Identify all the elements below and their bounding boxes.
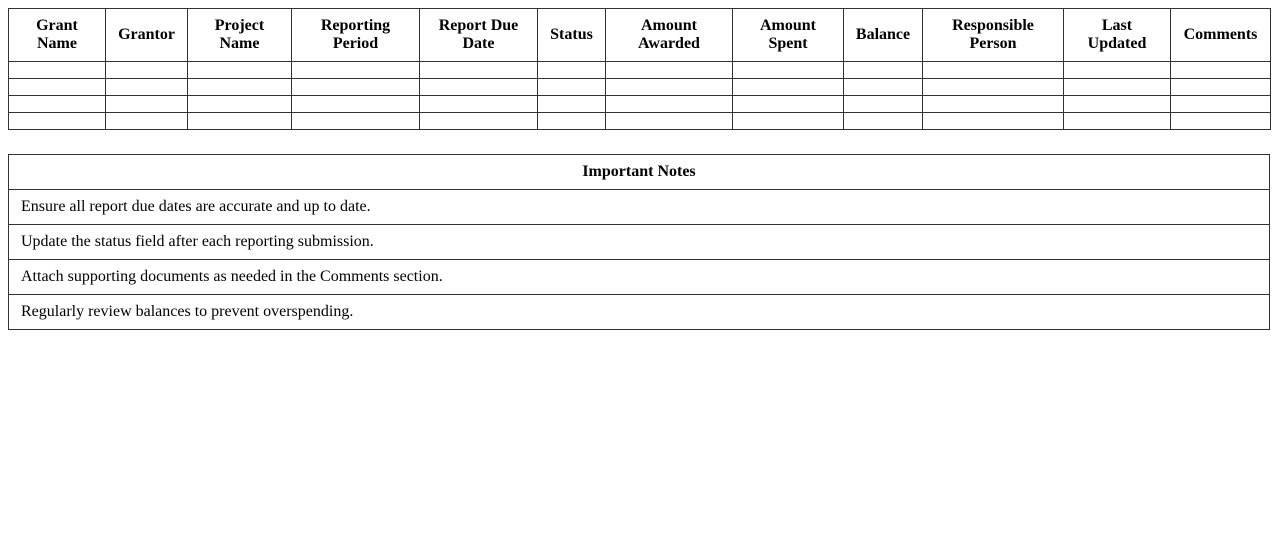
table-cell[interactable] (733, 79, 844, 96)
table-cell[interactable] (420, 113, 538, 130)
grant-table-body (9, 62, 1271, 130)
table-cell[interactable] (733, 62, 844, 79)
note-row (9, 295, 1270, 330)
table-cell[interactable] (733, 96, 844, 113)
table-cell[interactable] (106, 79, 188, 96)
note-item: Update the status field after each reporting submission. (9, 225, 1270, 260)
table-cell[interactable] (538, 96, 606, 113)
table-cell[interactable] (1064, 96, 1171, 113)
table-cell[interactable] (1064, 62, 1171, 79)
table-cell[interactable] (923, 113, 1064, 130)
table-row (9, 62, 1271, 79)
table-cell[interactable] (188, 62, 292, 79)
table-cell[interactable] (420, 79, 538, 96)
table-cell[interactable] (538, 113, 606, 130)
notes-title: Important Notes (9, 155, 1270, 190)
header-status: Status (538, 9, 606, 62)
table-cell[interactable] (292, 79, 420, 96)
table-cell[interactable] (9, 62, 106, 79)
note-row (9, 225, 1270, 260)
table-cell[interactable] (923, 62, 1064, 79)
table-cell[interactable] (106, 62, 188, 79)
table-cell[interactable] (106, 113, 188, 130)
table-cell[interactable] (292, 96, 420, 113)
table-cell[interactable] (1171, 62, 1271, 79)
table-cell[interactable] (1064, 113, 1171, 130)
table-cell[interactable] (538, 79, 606, 96)
header-project-name: Project Name (188, 9, 292, 62)
grant-tracking-table (8, 8, 1271, 130)
table-cell[interactable] (106, 96, 188, 113)
table-cell[interactable] (9, 96, 106, 113)
important-notes-table (8, 154, 1270, 330)
note-row (9, 190, 1270, 225)
note-row (9, 260, 1270, 295)
table-cell[interactable] (1171, 79, 1271, 96)
table-cell[interactable] (188, 79, 292, 96)
table-cell[interactable] (538, 62, 606, 79)
table-cell[interactable] (844, 96, 923, 113)
header-grantor: Grantor (106, 9, 188, 62)
table-row (9, 96, 1271, 113)
note-item: Regularly review balances to prevent overspending. (9, 295, 1270, 330)
table-cell[interactable] (188, 96, 292, 113)
header-amount-spent: Amount Spent (733, 9, 844, 62)
notes-header-row (9, 155, 1270, 190)
header-reporting-period: Reporting Period (292, 9, 420, 62)
table-cell[interactable] (1171, 113, 1271, 130)
header-balance: Balance (844, 9, 923, 62)
header-last-updated: Last Updated (1064, 9, 1171, 62)
table-cell[interactable] (9, 79, 106, 96)
header-grant-name: Grant Name (9, 9, 106, 62)
header-row (9, 9, 1271, 62)
table-cell[interactable] (606, 62, 733, 79)
table-cell[interactable] (1171, 96, 1271, 113)
table-row (9, 79, 1271, 96)
header-amount-awarded: Amount Awarded (606, 9, 733, 62)
table-row (9, 113, 1271, 130)
table-cell[interactable] (923, 79, 1064, 96)
table-cell[interactable] (292, 113, 420, 130)
table-cell[interactable] (420, 62, 538, 79)
table-cell[interactable] (844, 62, 923, 79)
table-cell[interactable] (844, 113, 923, 130)
table-cell[interactable] (606, 113, 733, 130)
table-cell[interactable] (606, 96, 733, 113)
table-cell[interactable] (420, 96, 538, 113)
table-cell[interactable] (292, 62, 420, 79)
table-cell[interactable] (844, 79, 923, 96)
header-responsible-person: Responsible Person (923, 9, 1064, 62)
table-cell[interactable] (923, 96, 1064, 113)
table-cell[interactable] (188, 113, 292, 130)
table-cell[interactable] (1064, 79, 1171, 96)
header-comments: Comments (1171, 9, 1271, 62)
note-item: Ensure all report due dates are accurate and up to date. (9, 190, 1270, 225)
table-cell[interactable] (733, 113, 844, 130)
note-item: Attach supporting documents as needed in the Comments section. (9, 260, 1270, 295)
table-cell[interactable] (606, 79, 733, 96)
table-cell[interactable] (9, 113, 106, 130)
header-report-due-date: Report Due Date (420, 9, 538, 62)
